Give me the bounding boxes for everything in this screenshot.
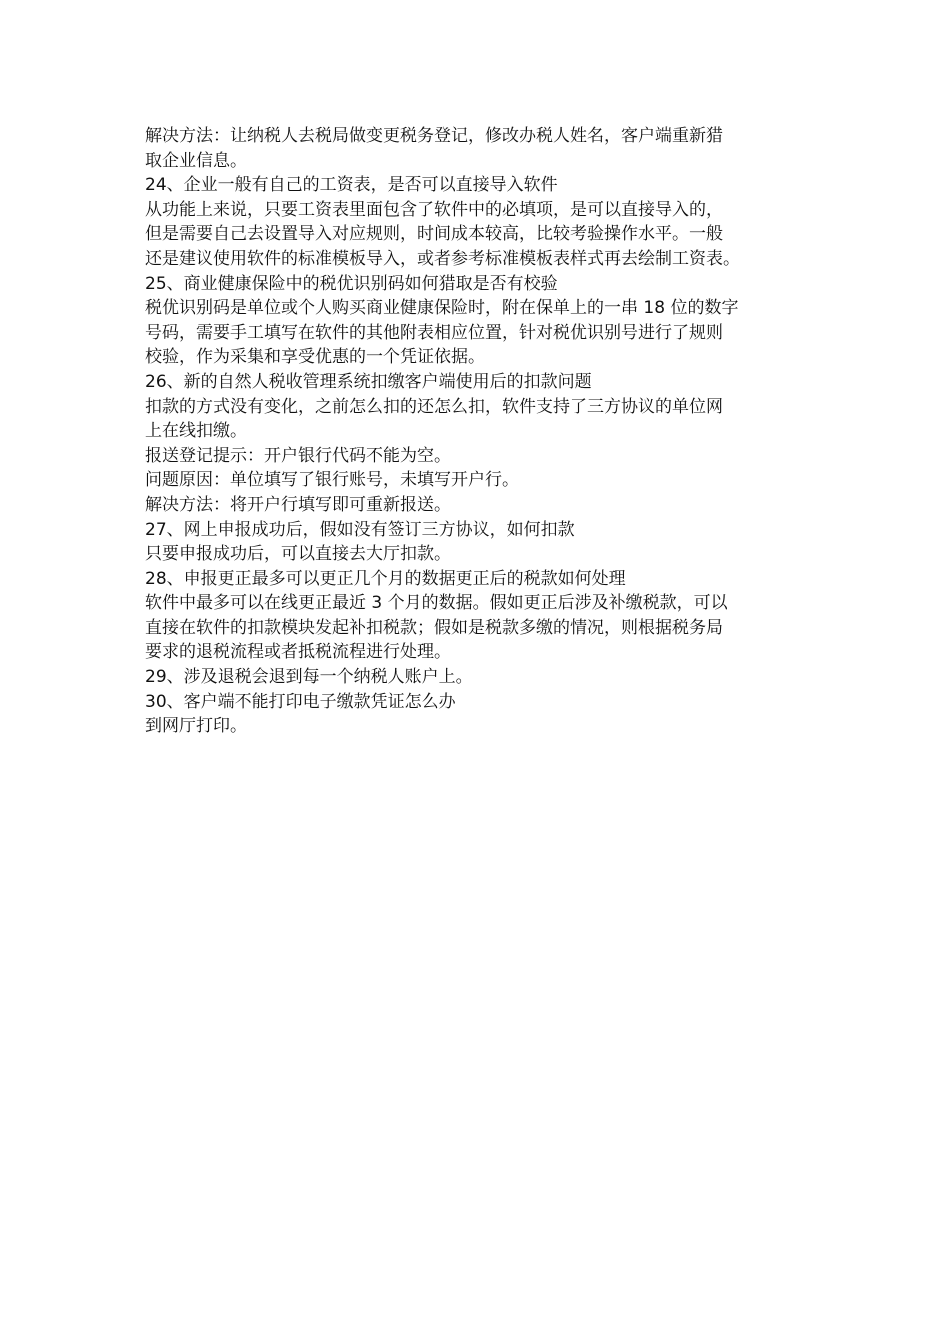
paragraph-line: 从功能上来说，只要工资表里面包含了软件中的必填项，是可以直接导入的， [145, 199, 723, 220]
paragraph-line: 号码，需要手工填写在软件的其他附表相应位置，针对税优识别号进行了规则 [145, 322, 723, 343]
document-body [145, 124, 815, 739]
paragraph-line: 软件中最多可以在线更正最近 3 个月的数据。假如更正后涉及补缴税款，可以 [145, 593, 728, 614]
question-heading-28: 28、申报更正最多可以更正几个月的数据更正后的税款如何处理 [145, 568, 626, 589]
paragraph-line: 问题原因：单位填写了银行账号，未填写开户行。 [145, 470, 519, 491]
paragraph-line: 直接在软件的扣款模块发起补扣税款；假如是税款多缴的情况，则根据税务局 [145, 617, 723, 638]
paragraph-line: 还是建议使用软件的标准模板导入，或者参考标准模板表样式再去绘制工资表。 [145, 248, 740, 269]
paragraph-line: 只要申报成功后，可以直接去大厅扣款。 [145, 544, 451, 565]
paragraph-line: 要求的退税流程或者抵税流程进行处理。 [145, 642, 451, 663]
question-heading-24: 24、企业一般有自己的工资表，是否可以直接导入软件 [145, 175, 558, 196]
paragraph-line: 校验，作为采集和享受优惠的一个凭证依据。 [145, 347, 485, 368]
question-heading-29: 29、涉及退税会退到每一个纳税人账户上。 [145, 667, 473, 688]
question-heading-25: 25、商业健康保险中的税优识别码如何猎取是否有校验 [145, 273, 558, 294]
question-heading-27: 27、网上申报成功后，假如没有签订三方协议，如何扣款 [145, 519, 575, 540]
question-heading-30: 30、客户端不能打印电子缴款凭证怎么办 [145, 691, 456, 712]
paragraph-line: 上在线扣缴。 [145, 421, 247, 442]
paragraph-line: 取企业信息。 [145, 150, 247, 171]
paragraph-line: 到网厅打印。 [145, 716, 247, 737]
paragraph-line: 税优识别码是单位或个人购买商业健康保险时，附在保单上的一串 18 位的数字 [145, 298, 739, 319]
paragraph-line: 但是需要自己去设置导入对应规则，时间成本较高，比较考验操作水平。一般 [145, 224, 723, 245]
paragraph-line: 解决方法：将开户行填写即可重新报送。 [145, 494, 451, 515]
paragraph-line: 解决方法：让纳税人去税局做变更税务登记，修改办税人姓名，客户端重新猎 [145, 126, 723, 146]
question-heading-26: 26、新的自然人税收管理系统扣缴客户端使用后的扣款问题 [145, 371, 592, 392]
paragraph-line: 报送登记提示：开户银行代码不能为空。 [145, 445, 451, 466]
paragraph-line: 扣款的方式没有变化，之前怎么扣的还怎么扣，软件支持了三方协议的单位网 [145, 396, 723, 417]
